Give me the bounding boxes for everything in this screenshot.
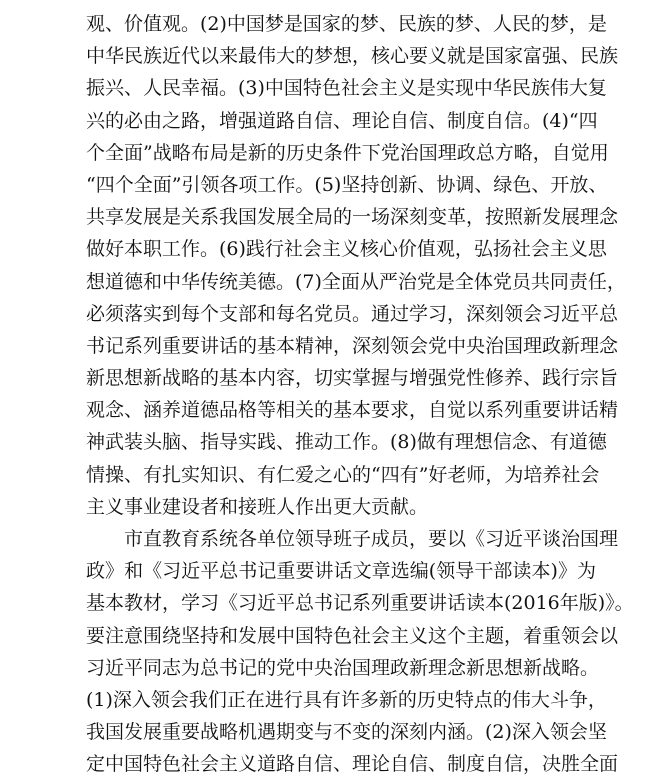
- paragraph-line: 书记系列重要讲话的基本精神，深刻领会党中央治国理政新理念: [86, 334, 619, 357]
- paragraph-line: (1)深入领会我们正在进行具有许多新的历史特点的伟大斗争，: [86, 688, 607, 711]
- paragraph-line: 振兴、人民幸福。(3)中国特色社会主义是实现中华民族伟大复: [86, 77, 607, 100]
- paragraph-line: 市直教育系统各单位领导班子成员，要以《习近平谈治国理: [124, 528, 619, 550]
- paragraph-line: 基本教材，学习《习近平总书记系列重要讲话读本(2016年版)》。: [86, 592, 634, 615]
- paragraph-line: 我国发展重要战略机遇期变与不变的深刻内涵。(2)深入领会坚: [86, 721, 607, 744]
- paragraph-line: 个全面”战略布局是新的历史条件下党治国理政总方略，自觉用: [86, 141, 609, 164]
- paragraph-line: 习近平同志为总书记的党中央治国理政新理念新思想新战略。: [86, 656, 600, 679]
- paragraph-line: 要注意围绕坚持和发展中国特色社会主义这个主题，着重领会以: [86, 624, 619, 647]
- paragraph-line: 情操、有扎实知识、有仁爱之心的“四有”好老师，为培养社会: [86, 463, 600, 486]
- paragraph-line: 观念、涵养道德品格等相关的基本要求，自觉以系列重要讲话精: [86, 399, 619, 422]
- paragraph-line: 共享发展是关系我国发展全局的一场深刻变革，按照新发展理念: [86, 206, 619, 229]
- paragraph-line: “四个全面”引领各项工作。(5)坚持创新、协调、绿色、开放、: [86, 173, 608, 196]
- paragraph-line: 想道德和中华传统美德。(7)全面从严治党是全体党员共同责任，: [86, 270, 626, 293]
- document-body: [86, 8, 634, 781]
- paragraph-2: [86, 523, 634, 781]
- paragraph-line: 中华民族近代以来最伟大的梦想，核心要义就是国家富强、民族: [86, 45, 619, 68]
- paragraph-line: 新思想新战略的基本内容，切实掌握与增强党性修养、践行宗旨: [86, 367, 619, 390]
- paragraph-line: 必须落实到每个支部和每名党员。通过学习，深刻领会习近平总: [86, 302, 619, 325]
- paragraph-line: 做好本职工作。(6)践行社会主义核心价值观，弘扬社会主义思: [86, 238, 607, 261]
- paragraph-line: 观、价值观。(2)中国梦是国家的梦、民族的梦、人民的梦，是: [86, 13, 607, 35]
- paragraph-line: 主义事业建设者和接班人作出更大贡献。: [86, 495, 429, 518]
- paragraph-1: [86, 8, 626, 523]
- paragraph-line: 定中国特色社会主义道路自信、理论自信、制度自信，决胜全面: [86, 753, 619, 776]
- paragraph-line: 神武装头脑、指导实践、推动工作。(8)做有理想信念、有道德: [86, 431, 607, 454]
- paragraph-line: 兴的必由之路，增强道路自信、理论自信、制度自信。(4)“四: [86, 109, 598, 132]
- paragraph-line: 政》和《习近平总书记重要讲话文章选编(领导干部读本)》为: [86, 560, 596, 583]
